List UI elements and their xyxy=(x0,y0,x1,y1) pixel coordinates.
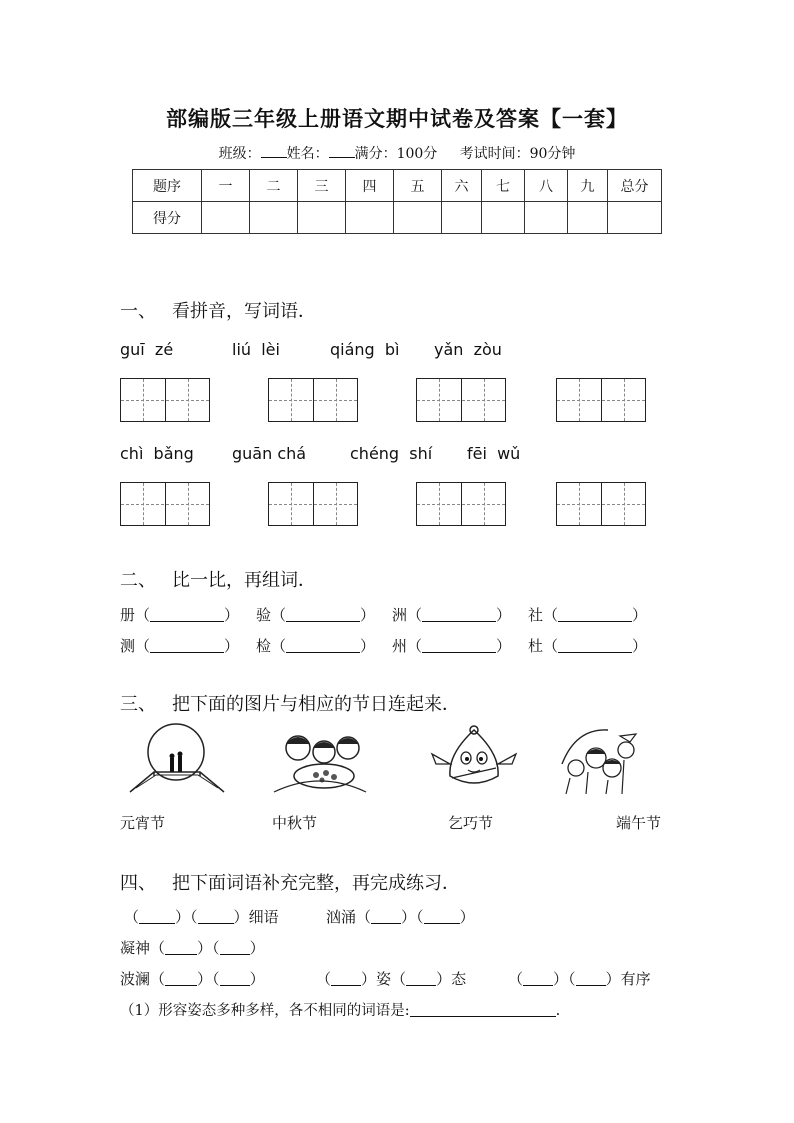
answer-blank[interactable] xyxy=(558,638,632,653)
pinyin: chì bǎng xyxy=(120,444,194,463)
answer-blank[interactable] xyxy=(523,971,553,986)
score-cell[interactable] xyxy=(442,202,482,234)
section-1-heading xyxy=(120,297,316,323)
section-number: 二、 xyxy=(120,570,156,591)
idiom-item: （ ）姿（ ）态 xyxy=(316,970,467,988)
score-cell[interactable] xyxy=(525,202,568,234)
score-header-cell: 六 xyxy=(442,170,482,202)
festival-label[interactable]: 中秋节 xyxy=(272,814,318,832)
score-header-cell: 九 xyxy=(568,170,608,202)
festival-label[interactable]: 元宵节 xyxy=(120,814,166,832)
pinyin: yǎn zòu xyxy=(434,340,502,359)
festival-label[interactable]: 乞巧节 xyxy=(448,814,494,832)
idiom-item: （ ）（ ）细语 xyxy=(124,908,279,926)
score-header-cell: 二 xyxy=(250,170,298,202)
full-score: 满分：100分 xyxy=(354,146,438,162)
answer-blank[interactable] xyxy=(406,971,436,986)
score-cell[interactable] xyxy=(568,202,608,234)
family-festival-picture[interactable] xyxy=(556,724,644,796)
exam-info xyxy=(0,143,794,163)
answer-blank[interactable] xyxy=(220,971,250,986)
answer-blank[interactable] xyxy=(331,971,361,986)
score-header-cell: 七 xyxy=(482,170,525,202)
score-header-cell: 四 xyxy=(346,170,394,202)
pinyin: guān chá xyxy=(232,444,307,463)
answer-blank[interactable] xyxy=(576,971,606,986)
answer-blank[interactable] xyxy=(150,638,224,653)
section-4-heading xyxy=(120,869,460,895)
name-blank[interactable] xyxy=(329,145,355,158)
score-cell[interactable] xyxy=(346,202,394,234)
festival-label[interactable]: 端午节 xyxy=(616,814,662,832)
idiom-item: （ ）（ ）有序 xyxy=(508,970,651,988)
class-blank[interactable] xyxy=(261,145,287,158)
section-3-heading xyxy=(120,690,460,716)
answer-blank[interactable] xyxy=(150,607,224,622)
compare-item: 洲（ ） xyxy=(392,606,512,624)
writing-grid[interactable] xyxy=(556,378,646,422)
answer-blank[interactable] xyxy=(198,909,234,924)
page-title: 部编版三年级上册语文期中试卷及答案【一套】 xyxy=(166,106,628,131)
score-table-header xyxy=(133,170,662,202)
idiom-item: 波澜（ ）（ ） xyxy=(120,970,265,988)
section-text: 把下面词语补充完整，再完成练习． xyxy=(172,873,460,894)
pinyin: qiáng bì xyxy=(330,340,400,359)
idiom-item: 汹涌（ ）（ ） xyxy=(326,908,475,926)
score-cell[interactable] xyxy=(298,202,346,234)
answer-blank[interactable] xyxy=(165,971,197,986)
score-header-cell: 总分 xyxy=(608,170,662,202)
score-cell[interactable] xyxy=(202,202,250,234)
section-text: 比一比，再组词． xyxy=(172,570,316,591)
score-header-cell: 三 xyxy=(298,170,346,202)
score-header-cell: 一 xyxy=(202,170,250,202)
writing-grid[interactable] xyxy=(556,482,646,526)
writing-grid[interactable] xyxy=(416,482,506,526)
writing-grid[interactable] xyxy=(120,378,210,422)
answer-blank[interactable] xyxy=(220,940,250,955)
compare-item: 州（ ） xyxy=(392,637,512,655)
section-number: 一、 xyxy=(120,301,156,322)
writing-grid[interactable] xyxy=(416,378,506,422)
answer-blank[interactable] xyxy=(286,638,360,653)
compare-item: 验（ ） xyxy=(256,606,376,624)
score-header-cell: 题序 xyxy=(133,170,202,202)
idiom-item: 凝神（ ）（ ） xyxy=(120,939,265,957)
answer-blank[interactable] xyxy=(558,607,632,622)
score-cell[interactable] xyxy=(608,202,662,234)
pinyin: liú lèi xyxy=(232,340,280,359)
answer-blank[interactable] xyxy=(286,607,360,622)
class-label: 班级： xyxy=(218,146,261,162)
answer-blank[interactable] xyxy=(422,607,496,622)
compare-item: 测（ ） xyxy=(120,637,240,655)
score-cell[interactable] xyxy=(482,202,525,234)
answer-blank[interactable] xyxy=(410,1002,556,1017)
writing-grid[interactable] xyxy=(268,378,358,422)
pinyin: guī zé xyxy=(120,340,174,359)
answer-blank[interactable] xyxy=(139,909,175,924)
score-row-label: 得分 xyxy=(133,202,202,234)
answer-blank[interactable] xyxy=(424,909,460,924)
answer-blank[interactable] xyxy=(371,909,401,924)
compare-item: 册（ ） xyxy=(120,606,240,624)
score-header-cell: 八 xyxy=(525,170,568,202)
pinyin: fēi wǔ xyxy=(467,444,521,463)
score-header-cell: 五 xyxy=(394,170,442,202)
writing-grid[interactable] xyxy=(120,482,210,526)
section-text: 把下面的图片与相应的节日连起来． xyxy=(172,694,460,715)
question-1: （1）形容姿态多种多样，各不相同的词语是: . xyxy=(120,1003,561,1019)
compare-item: 检（ ） xyxy=(256,637,376,655)
writing-grid[interactable] xyxy=(268,482,358,526)
compare-item: 社（ ） xyxy=(528,606,648,624)
compare-item: 杜（ ） xyxy=(528,637,648,655)
section-2-heading xyxy=(120,566,316,592)
answer-blank[interactable] xyxy=(422,638,496,653)
section-number: 四、 xyxy=(120,873,156,894)
score-table-row xyxy=(133,202,662,234)
exam-time: 考试时间：90分钟 xyxy=(459,146,576,162)
moon-bridge-picture[interactable] xyxy=(128,722,226,796)
name-label: 姓名： xyxy=(286,146,329,162)
answer-blank[interactable] xyxy=(165,940,197,955)
section-number: 三、 xyxy=(120,694,156,715)
score-cell[interactable] xyxy=(394,202,442,234)
family-dinner-picture[interactable] xyxy=(272,730,368,796)
score-table xyxy=(132,169,662,234)
section-text: 看拼音，写词语． xyxy=(172,301,316,322)
pinyin: chéng shí xyxy=(350,444,433,463)
score-cell[interactable] xyxy=(250,202,298,234)
zongzi-character-picture[interactable] xyxy=(428,724,520,796)
